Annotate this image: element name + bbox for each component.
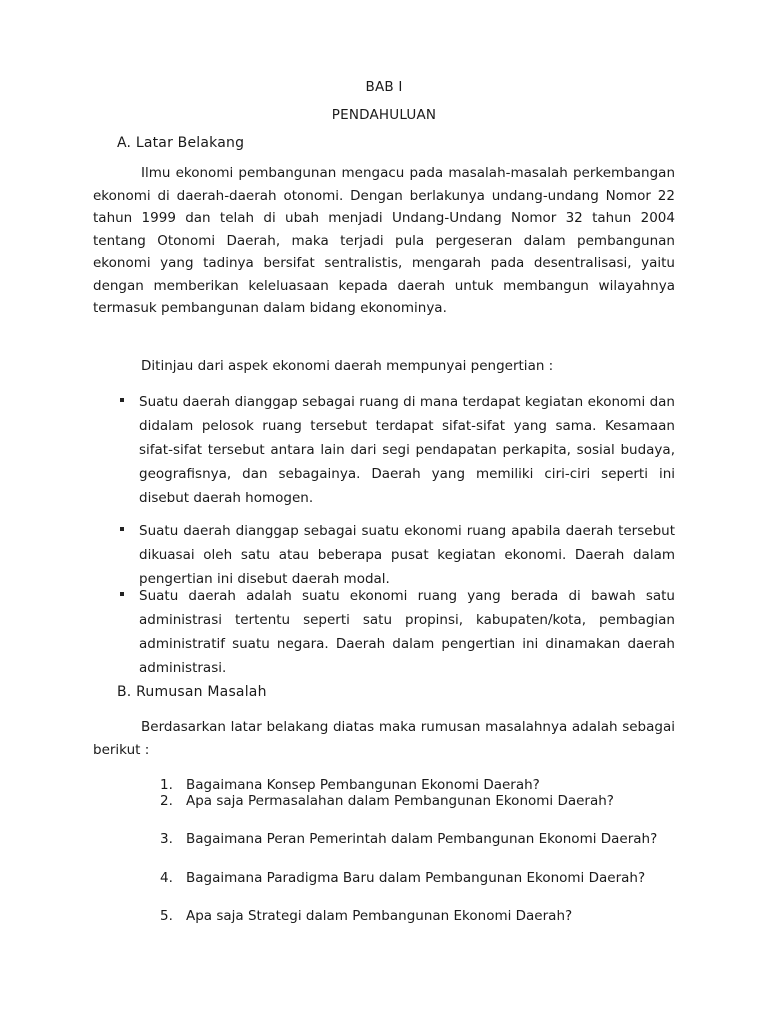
question-text: Apa saja Permasalahan dalam Pembangunan Ekonomi Daerah? — [186, 793, 614, 809]
bullet-text-3: Suatu daerah adalah suatu ekonomi ruang yang berada di bawah satu administrasi tertentu seperti satu propinsi, kabupaten/kota, pembagian administratif suatu negara. Daerah dalam pengertian ini dinamakan daerah administrasi. — [139, 588, 675, 676]
question-number: 3. — [160, 831, 173, 847]
question-number: 4. — [160, 870, 173, 886]
square-bullet-icon — [120, 527, 124, 531]
question-number: 5. — [160, 908, 173, 924]
question-number: 1. — [160, 777, 173, 793]
chapter-number: BAB I — [365, 79, 403, 95]
question-text: Bagaimana Peran Pemerintah dalam Pembangunan Ekonomi Daerah? — [186, 831, 658, 847]
bullet-text-1: Suatu daerah dianggap sebagai ruang di mana terdapat kegiatan ekonomi dan didalam pelosok ruang tersebut terdapat sifat-sifat yang sama. Kesamaan sifat-sifat tersebut antara lain dari segi pendapatan perkapita, sosial budaya, geografisnya, dan sebagainya. Daerah yang memiliki ciri-ciri seperti ini disebut daerah homogen. — [139, 394, 675, 506]
question-number: 2. — [160, 793, 173, 809]
square-bullet-icon — [120, 592, 124, 596]
question-text: Apa saja Strategi dalam Pembangunan Ekonomi Daerah? — [186, 908, 573, 924]
chapter-title: PENDAHULUAN — [331, 107, 437, 123]
question-text: Bagaimana Paradigma Baru dalam Pembangunan Ekonomi Daerah? — [186, 870, 646, 886]
bullet-text-2: Suatu daerah dianggap sebagai suatu ekonomi ruang apabila daerah tersebut dikuasai oleh satu atau beberapa pusat kegiatan ekonomi. Daerah dalam pengertian ini disebut daerah modal. — [139, 523, 675, 587]
question-text: Bagaimana Konsep Pembangunan Ekonomi Daerah? — [186, 777, 540, 793]
square-bullet-icon — [120, 398, 124, 402]
section-b-paragraph-1: Berdasarkan latar belakang diatas maka rumusan masalahnya adalah sebagai berikut : — [93, 719, 675, 758]
section-a-paragraph-1: Ilmu ekonomi pembangunan mengacu pada masalah-masalah perkembangan ekonomi di daerah-daerah otonomi. Dengan berlakunya undang-undang Nomor 22 tahun 1999 dan telah di ubah menjadi Undang-Undang Nomor 32 tahun 2004 tentang Otonomi Daerah, maka terjadi pula pergeseran dalam pembangunan ekonomi yang tadinya bersifat sentralistis, mengarah pada desentralisasi, yaitu dengan memberikan keleluasaan kepada daerah untuk membangun wilayahnya termasuk pembangunan dalam bidang ekonominya. — [93, 165, 675, 316]
section-a-paragraph-2: Ditinjau dari aspek ekonomi daerah mempunyai pengertian : — [141, 358, 554, 374]
section-b-heading: B. Rumusan Masalah — [117, 684, 267, 700]
section-a-heading: A. Latar Belakang — [117, 135, 245, 151]
